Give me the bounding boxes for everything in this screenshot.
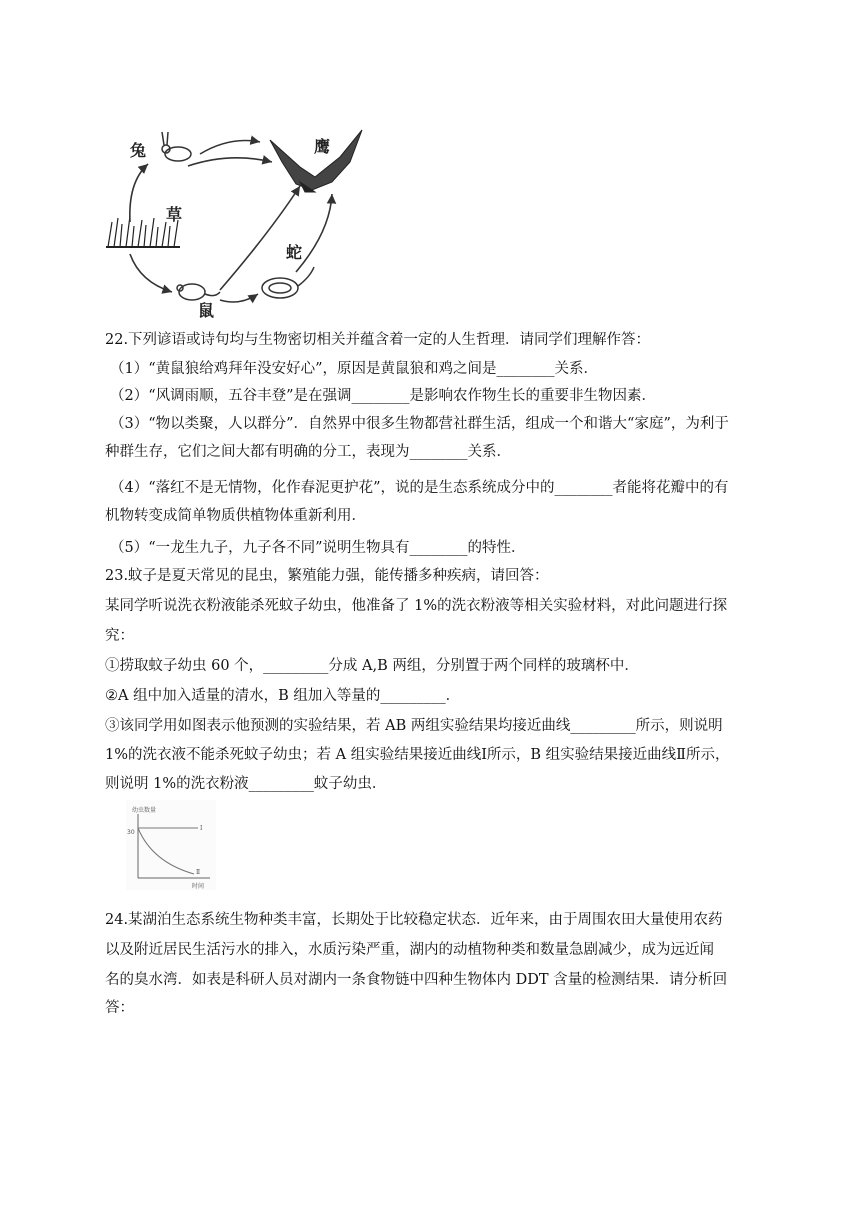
q22-sub-2: （2）“风调雨顺，五谷丰登”是在强调________是影响农作物生长的重要非生物因素．: [110, 388, 657, 404]
q23-step-2: ②A 组中加入适量的清水，B 组加入等量的_________．: [105, 688, 461, 704]
graph-xlabel: 时间: [192, 883, 205, 890]
q22-sub-3a: （3）“物以类聚，人以群分”．自然界中很多生物都营社群生活，组成一个和谐大“家庭”，为利于: [110, 416, 729, 432]
mouse-icon: [177, 284, 220, 300]
graph-y-tick: 30: [127, 829, 135, 836]
q23-step-3a: ③该同学用如图表示他预测的实验结果，若 AB 两组实验结果均接近曲线_________所示，则说明: [105, 718, 723, 734]
mouse-label: 鼠: [198, 301, 215, 320]
rabbit-label: 兔: [130, 141, 147, 160]
q24-line-3: 名的臭水湾．如表是科研人员对湖内一条食物链中四种生物体内 DDT 含量的检测结果．请分析回: [105, 972, 728, 988]
q23-intro-a: 某同学听说洗衣粉液能杀死蚊子幼虫，他准备了 1%的洗衣粉液等相关实验材料，对此问题进行探: [105, 598, 728, 614]
q22-sub-3b: 种群生存，它们之间大都有明确的分工，表现为________关系．: [105, 444, 511, 460]
q22-sub-5: （5）“一龙生九子，九子各不同”说明生物具有________的特性．: [110, 540, 526, 556]
eagle-label: 鹰: [314, 137, 331, 156]
q24-line-1: 24.某湖泊生态系统生物种类丰富，长期处于比较稳定状态．近年来，由于周围农田大量使用农药: [105, 912, 723, 928]
snake-label: 蛇: [286, 243, 303, 262]
food-web-diagram: [100, 122, 390, 322]
q23-step-3b: 1%的洗衣液不能杀死蚊子幼虫；若 A 组实验结果接近曲线Ⅰ所示，B 组实验结果接近曲线Ⅱ所示，: [105, 747, 730, 763]
rabbit-icon: [162, 132, 191, 161]
q24-line-2: 以及附近居民生活污水的排入，水质污染严重，湖内的动植物种类和数量急剧减少，成为远近闻: [105, 942, 714, 958]
q22-sub-1: （1）“黄鼠狼给鸡拜年没安好心”，原因是黄鼠狼和鸡之间是________关系．: [110, 361, 599, 377]
q23-title: 23.蚊子是夏天常见的昆虫，繁殖能力强，能传播多种疾病，请回答：: [105, 568, 549, 584]
grass-label: 草: [166, 205, 183, 224]
snake-icon: [262, 267, 314, 298]
graph-ylabel: 幼虫数量: [132, 807, 157, 814]
q23-intro-b: 究：: [105, 628, 134, 644]
curve-1-label: Ⅰ: [200, 825, 203, 832]
q23-step-3c: 则说明 1%的洗衣粉液_________蚊子幼虫．: [105, 776, 387, 792]
food-web-arrows: [130, 141, 332, 303]
q22-sub-4b: 机物转变成简单物质供植物体重新利用．: [105, 508, 366, 524]
prediction-graph: [126, 800, 216, 890]
q22-title: 22.下列谚语或诗句均与生物密切相关并蕴含着一定的人生哲理．请同学们理解作答：: [105, 332, 651, 348]
q23-step-1: ①捞取蚊子幼虫 60 个，_________分成 A,B 两组，分别置于两个同样的玻璃杯中．: [105, 658, 639, 674]
q24-line-4: 答：: [105, 1000, 134, 1016]
curve-2-label: Ⅱ: [196, 869, 201, 876]
q22-sub-4a: （4）“落红不是无情物，化作春泥更护花”，说的是生态系统成分中的________者能将花瓣中的有: [110, 480, 729, 496]
